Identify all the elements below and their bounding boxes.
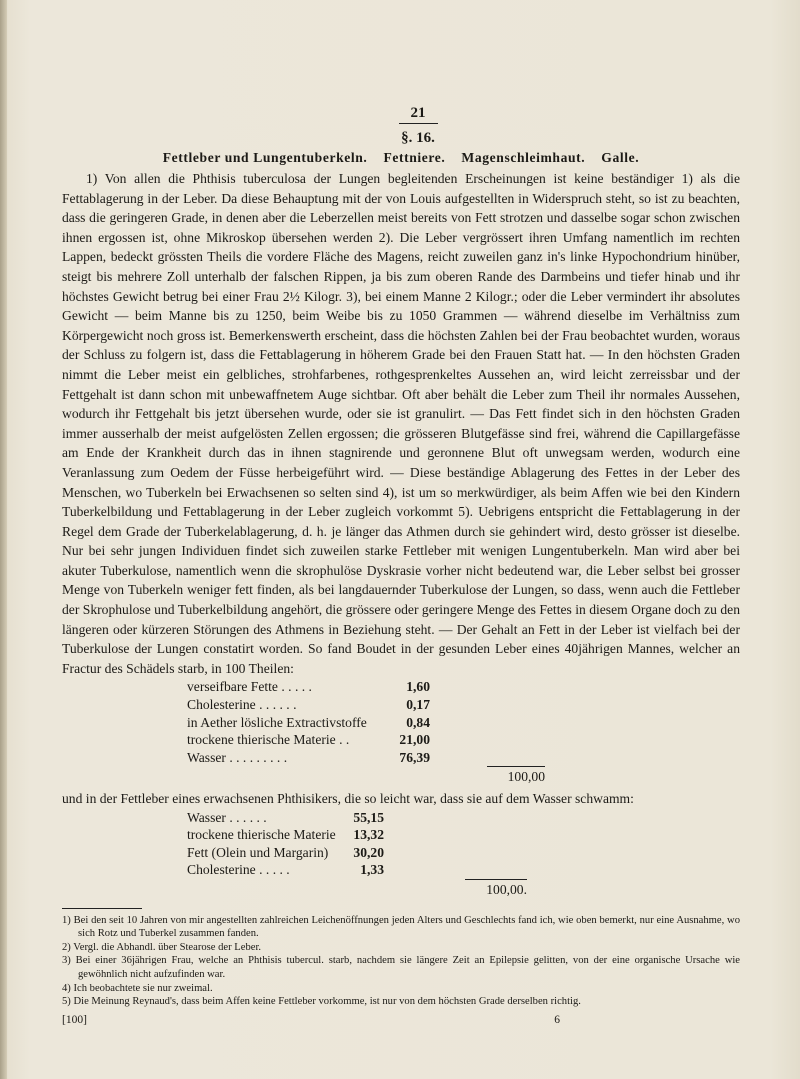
footnote-5: 5) Die Meinung Reynaud's, dass beim Affen keine Fettleber vorkomme, ist nur von dem höchsten Grade derselben richtig.	[62, 996, 581, 1008]
page-footer	[62, 1011, 740, 1031]
footnote-2: 2) Vergl. die Abhandl. über Stearose der Leber.	[62, 941, 262, 953]
heading-part-galle: Galle.	[601, 150, 640, 165]
footnote-rule	[62, 908, 142, 909]
section-heading	[62, 148, 740, 168]
footnote-1: 1) Bei den seit 10 Jahren von mir angestellten zahlreichen Leichenöffnungen jeden Alters und Geschlechts fand ich, wie oben bemerkt, nur eine Ausnahme, wo sich Rotz und Tuberkel zusammen fanden.	[62, 914, 740, 940]
footnote-3: 3) Bei einer 36jährigen Frau, welche an Phthisis tubercul. starb, nachdem sie längere Zeit an Epilepsie gelitten, von der eine organische Ursache wie gewöhnlich nicht aufzufinden war.	[62, 955, 740, 980]
footer-page-ref: [100]	[62, 1013, 87, 1026]
table-row: Cholesterine . . . . . . 0,17	[187, 697, 430, 713]
table-row: trockene thierische Materie 13,32	[187, 827, 384, 843]
composition-table-healthy-liver	[187, 678, 740, 787]
body-paragraph: 1) Von allen die Phthisis tuberculosa der Lungen begleitenden Erscheinungen ist keine beständiger 1) als die Fettablagerung in der Leber. Da diese Behauptung mit der von Louis aufgestellten in Widerspruch steht, so ist zu beachten, dass die geringeren Grade, in denen aber die Leberzellen meist bereits von Fett strotzen und dasselbe sogar schon zwischen ihnen ergossen ist, ohne Mikroskop übersehen werden 2). Die Leber vergrössert ihren Umfang namentlich im rechten Lappen, bedeckt grössten Theils die vordere Fläche des Magens, reicht zuweilen ganz in's linke Hypochondrium hinüber, steigt bis mehrere Zoll unterhalb der falschen Rippen, ja bis zum oberen Rande des Darmbeins und tiefer hinab und ihr höchstes Gewicht betrug bei einer Frau 2½ Kilogr. 3), bei einem Manne 2 Kilogr.; oder die Leber vermindert ihr absolutes Gewicht — beim Manne bis zu 1250, beim Weibe bis zu 1050 Grammen — während dieselbe im Verhältniss zum Körpergewicht noch gross ist. Bemerkenswerth erscheint, dass die höchsten Zahlen bei der Frau beobachtet wurden, woraus der Schluss zu folgern ist, dass die Fettablagerung in höherem Grade bei den Frauen Statt hat. — In den höchsten Graden nimmt die Leber meist ein gelbliches, strohfarbenes, rothgesprenkeltes Aussehen an, wird leicht zerreissbar und der Fettgehalt ist dann schon mit unbewaffnetem Auge sichtbar. Oft aber behält die Leber zum Theil ihr normales Aussehen, wodurch ihr Fettgehalt bis jetzt übersehen wurde, oder sie ist granulirt. — Das Fett findet sich in den höchsten Graden immer ausserhalb der meist aufgelösten Zellen ergossen; die grösseren Blutgefässe sind frei, während die Capillargefässe am Ende der Krankheit durch das in ihnen stagnirende und geronnene Blut oft unwegsam werden, wodurch eine Veranlassung zum Oedem der Füsse herbeigeführt wird. — Diese beständige Ablagerung des Fettes in der Leber des Menschen, wo Tuberkeln bei Erwachsenen so selten sind 4), ist um so merkwürdiger, als beim Affen wie bei den Kindern Tuberkelbildung und Fettablagerung in der Leber zugleich vorkommt 5). Uebrigens entspricht die Fettablagerung in der Regel dem Grade der Tuberkelablagerung, d. h. je länger das Athmen durch sie gehindert wird, desto grösser ist dieselbe. Nur bei sehr jungen Individuen findet sich zuweilen starke Fettleber mit wenigen Lungentuberkeln. Man wird aber bei akuter Tuberkulose, namentlich wenn die skrophulöse Dyskrasie vorher nicht bedeutend war, die Leber selbst bei grosser Menge von Tuberkeln weniger fett finden, als bei langdauernder Tuberkulose der Lungen, so dass, wenn auch die Fettleber der Skrophulose und Tuberkelbildung angehört, die grössere oder geringere Menge des Fettes in diesem Organe doch zu den längeren oder kürzeren Störungen des Athmens in Beziehung steht. — Der Gehalt an Fett in der Leber ist vielfach bei der Tuberkulose der Lungen constatirt worden. So fand Boudet in der gesunden Leber eines 40jährigen Mannes, welcher an Fractur des Schädels starb, in 100 Theilen:	[62, 171, 740, 676]
table-row: Wasser . . . . . . . . . 76,39	[187, 749, 430, 765]
between-text: und in der Fettleber eines erwachsenen Phthisikers, die so leicht war, dass sie auf dem Wasser schwamm:	[62, 791, 634, 806]
composition-table-fatty-liver	[187, 809, 740, 900]
page-number: 21	[96, 104, 740, 124]
table-row: Fett (Olein und Margarin) 30,20	[187, 844, 384, 860]
table-row: in Aether lösliche Extractivstoffe 0,84	[187, 714, 430, 730]
table-total: 100,00.	[465, 879, 527, 900]
heading-part-fettniere: Fettniere.	[383, 150, 446, 165]
footnote-4: 4) Ich beobachtete sie nur zweimal.	[62, 982, 213, 994]
table-row: trockene thierische Materie . . 21,00	[187, 732, 430, 748]
page-content	[62, 104, 740, 1030]
heading-part-magenschleimhaut: Magenschleimhaut.	[461, 150, 586, 165]
table-row: verseifbare Fette . . . . . 1,60	[187, 679, 430, 695]
section-number: §. 16.	[401, 130, 435, 146]
table-row: Wasser . . . . . . 55,15	[187, 809, 384, 825]
table-row: Cholesterine . . . . . 1,33	[187, 862, 384, 878]
table-total: 100,00	[487, 766, 545, 787]
footer-signature: 6	[554, 1013, 560, 1026]
binding-edge	[0, 0, 7, 1079]
footnotes	[62, 914, 740, 1009]
heading-part-fettleber: Fettleber und Lungentuberkeln.	[162, 150, 368, 165]
